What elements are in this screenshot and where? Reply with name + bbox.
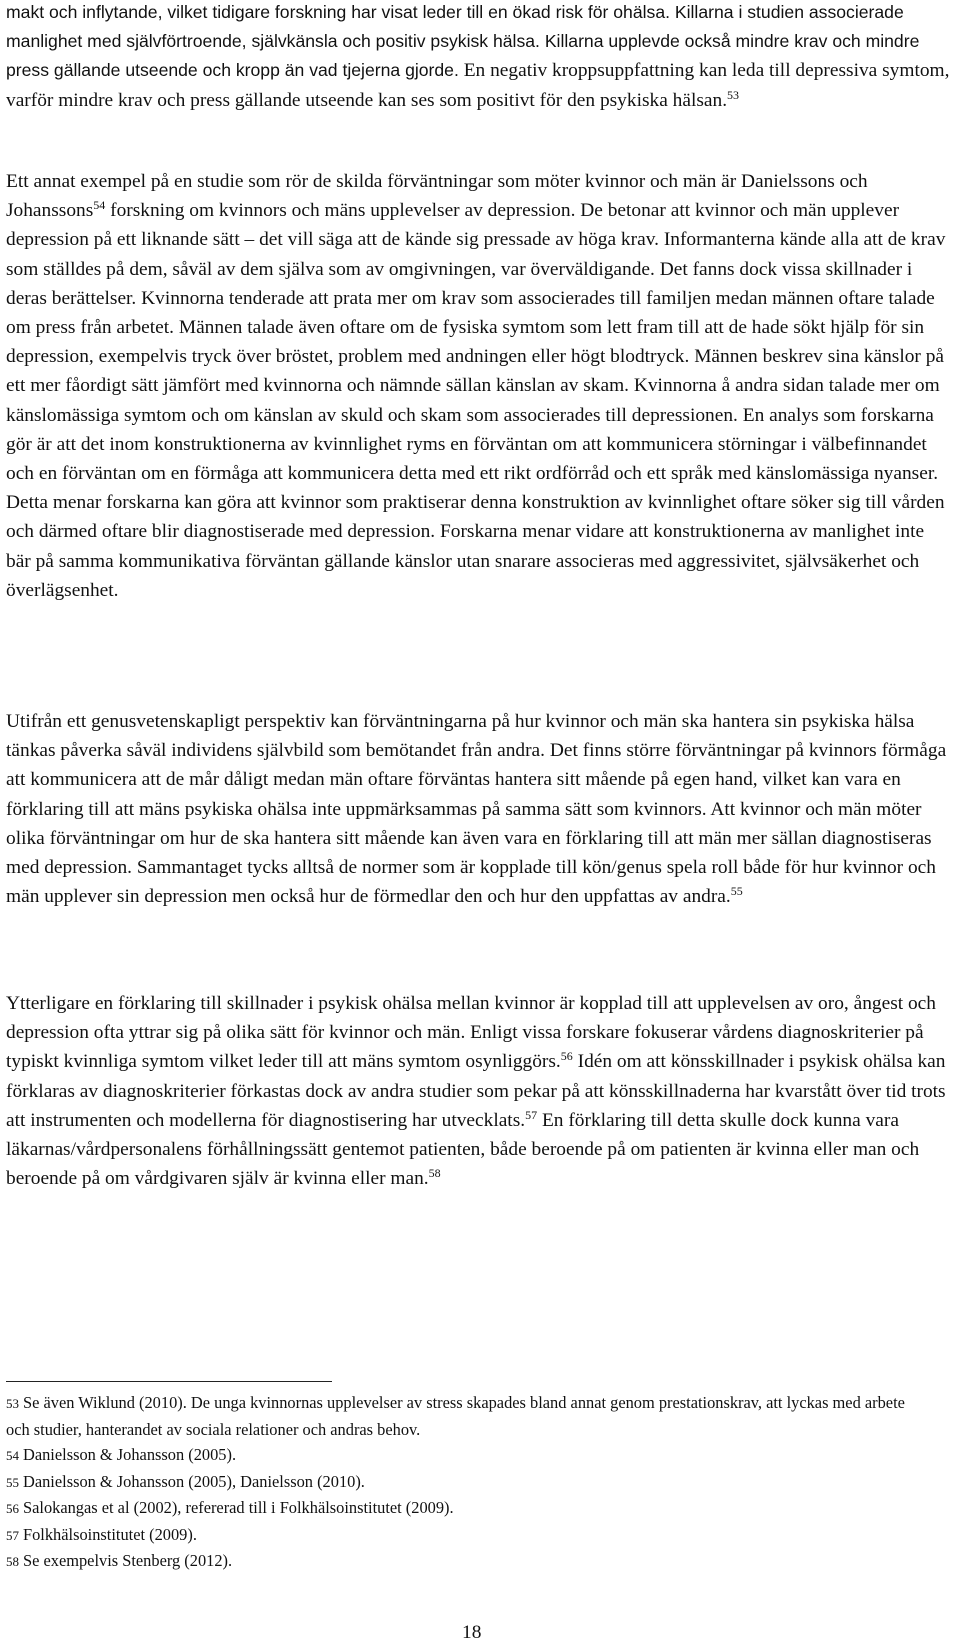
paragraph-1: [6, 0, 952, 115]
paragraph-2: [6, 167, 952, 605]
footnote-56: [6, 1495, 906, 1522]
paragraph-2-text-a: Ett annat exempel på en studie som rör de skilda förväntningar som möter kvinnor och män är Danielssons och Johanssons: [6, 171, 868, 222]
paragraph-3-text: Utifrån ett genusvetenskapligt perspektiv kan förväntningarna på hur kvinnor och män ska hantera sin psykiska hälsa tänkas påverka såväl individens självbild som bemötandet från andra. Det finns större förväntningar på kvinnors förmåga att kommunicera att de mår dåligt medan män oftare förväntas hantera sitt mående på egen hand, vilket kan vara en förklaring till att mäns psykiska ohälsa inte uppmärksammas på samma sätt som kvinnors. Att kvinnor och män möter olika förväntningar om hur de ska hantera sitt mående kan även vara en förklaring till att män mer sällan diagnostiseras med depression. Sammantaget tycks alltså de normer som är kopplade till kön/genus spela roll både för hur kvinnor och män upplever sin depression men också hur de förmedlar den och hur den uppfattas av andra.: [6, 711, 947, 908]
footnote-number: 55: [6, 1474, 19, 1490]
paragraph-2-text-b: forskning om kvinnors och mäns upplevelser av depression. De betonar att kvinnor och män upplever depression på ett liknande sätt – det vill säga att de kände sig pressade av höga krav. Informanterna kände alla att de krav som ställdes på dem, såväl av dem själva som av omgivningen, var överväldigande. Det fanns dock vissa skillnader i deras berättelser. Kvinnorna tenderade att prata mer om krav som associerades till familjen medan männen oftare talade om press från arbetet. Männen talade även oftare om de fysiska symtom som lett fram till att de hade sökt hjälp för sin depression, exempelvis tryck över bröstet, problem med andningen eller högt blodtryck. Männen beskrev sina känslor på ett mer fåordigt sätt jämfört med kvinnorna och nämnde sällan känslan av skam. Kvinnorna å andra sidan talade mer om känslomässiga symtom och om känslan av skuld och skam som associerades till depressionen. En analys som forskarna gör är att det inom konstruktionerna av kvinnlighet ryms en förväntan om att kommunicera störningar i välbefinnandet och en förväntan om en förmåga att kommunicera detta med ett rikt ordförråd och ett språk med känslomässiga nyanser. Detta menar forskarna kan göra att kvinnor som praktiserar denna konstruktion av kvinnlighet oftare söker sig till vården och därmed oftare blir diagnostiserade med depression. Forskarna menar vidare att konstruktionerna av manlighet inte bär på samma kommunikativa förväntan gällande känslor utan snarare associeras med aggressivitet, självsäkerhet och överlägsenhet.: [6, 200, 946, 601]
footnote-53: [6, 1390, 906, 1442]
paragraph-1-serif-text: En negativ kroppsuppfattning kan leda till depressiva symtom, varför mindre krav och press gällande utseende kan ses som positivt för den psykiska hälsan.: [6, 60, 950, 111]
paragraph-4-text-b: Idén om att könsskillnader i psykisk ohälsa kan förklaras av diagnoskriterier förkastas dock av andra studier som pekar på att könsskillnaderna har kvarstått över tid trots att instrumenten och modellerna för diagnostisering har utvecklats.: [6, 1051, 946, 1131]
footnote-ref-54[interactable]: 54: [93, 198, 106, 213]
page-number: 18: [462, 1622, 482, 1643]
footnote-text: Folkhälsoinstitutet (2009).: [23, 1524, 197, 1544]
footnote-58: [6, 1548, 906, 1575]
footnote-number: 57: [6, 1527, 19, 1543]
footnote-text: Se även Wiklund (2010). De unga kvinnornas upplevelser av stress skapades bland annat genom prestationskrav, att lyckas med arbete och studier, hanterandet av sociala relationer och andras behov.: [6, 1393, 905, 1439]
footnote-number: 56: [6, 1501, 19, 1516]
footnote-separator: [6, 1381, 332, 1382]
footnote-ref-56[interactable]: 56: [560, 1049, 573, 1064]
footnote-text: Danielsson & Johansson (2005), Danielsson (2010).: [23, 1471, 365, 1491]
paragraph-4-text-c: En förklaring till detta skulle dock kunna vara läkarnas/vårdpersonalens förhållningssätt gentemot patienten, både beroende på om patienten är kvinna eller man och beroende på om vårdgivaren själv är kvinna eller man.: [6, 1109, 920, 1190]
footnote-54: [6, 1442, 906, 1469]
footnote-ref-55[interactable]: 55: [730, 884, 743, 899]
footnote-text: Salokangas et al (2002), refererad till i Folkhälsoinstitutet (2009).: [23, 1498, 454, 1517]
paragraph-3: [6, 707, 952, 911]
footnote-55: [6, 1469, 906, 1496]
footnotes: [6, 1390, 906, 1575]
footnote-text: Se exempelvis Stenberg (2012).: [23, 1551, 233, 1570]
paragraph-4-text-a: Ytterligare en förklaring till skillnader i psykisk ohälsa mellan kvinnor är kopplad till att upplevelsen av oro, ångest och depression ofta yttrar sig på olika sätt för kvinnor och män. Enligt vissa forskare fokuserar vårdens diagnoskriterier på typiskt kvinnliga symtom vilket leder till att mäns symtom osynliggörs.: [6, 993, 936, 1073]
footnote-ref-58[interactable]: 58: [428, 1166, 441, 1181]
footnote-number: 54: [6, 1448, 19, 1463]
footnote-ref-57[interactable]: 57: [525, 1107, 538, 1122]
footnote-text: Danielsson & Johansson (2005).: [23, 1445, 237, 1464]
footnote-number: 53: [6, 1396, 19, 1411]
footnote-ref-53[interactable]: 53: [727, 87, 740, 102]
paragraph-4: [6, 989, 952, 1193]
footnote-57: [6, 1522, 906, 1549]
paragraph-1-sans-text: makt och inflytande, vilket tidigare forskning har visat leder till en ökad risk för ohälsa. Killarna i studien associerade manlighet med självförtroende, självkänsla och positiv psykisk hälsa. Killarna upplevde också mindre krav och mindre press gällande utseende och kropp än vad tjejerna gjorde.: [6, 2, 920, 81]
footnote-number: 58: [6, 1554, 19, 1569]
